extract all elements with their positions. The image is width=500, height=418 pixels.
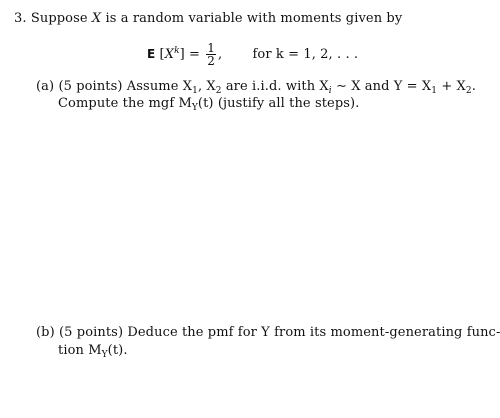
part-a-text-5: + X	[437, 79, 466, 94]
intro-prefix: Suppose	[30, 11, 92, 26]
eq-lbracket: [	[159, 47, 165, 62]
intro-var: X	[91, 11, 102, 26]
part-b-line-1	[36, 325, 500, 341]
part-b-label: (b)	[36, 325, 55, 340]
part-a-line2-a: Compute the mgf M	[58, 96, 192, 111]
moment-equation	[147, 39, 358, 69]
part-b-line-2	[58, 343, 128, 359]
part-a-text-6: .	[471, 79, 476, 94]
part-a-line2-b: (t) (justify all the steps).	[197, 96, 360, 111]
eq-var: X	[164, 47, 175, 62]
eq-exponent: k	[174, 46, 180, 56]
eq-comma: ,	[218, 47, 223, 62]
part-b-line2-sub: Y	[101, 350, 108, 360]
eq-condition: for k = 1, 2, . . .	[252, 47, 359, 62]
part-b-line2-a: tion M	[58, 343, 102, 358]
eq-frac-num: 1	[207, 41, 216, 55]
part-a-points: (5 points)	[58, 79, 123, 94]
part-a-line2-sub: Y	[191, 103, 198, 113]
part-a-sub-1: 1	[192, 86, 198, 96]
problem-number: 3.	[14, 11, 27, 26]
problem-intro	[14, 11, 402, 27]
part-a-text-1: Assume X	[126, 79, 193, 94]
part-a-sub-i: i	[328, 86, 332, 96]
intro-suffix: is a random variable with moments given by	[101, 11, 403, 26]
part-a-label: (a)	[36, 79, 55, 94]
eq-rbracket: ]	[179, 47, 185, 62]
eq-fraction	[206, 42, 216, 67]
part-a-text-4: ∼ X and Y = X	[331, 79, 432, 94]
part-a-sub-2: 2	[215, 86, 222, 96]
part-a-sub-4: 2	[465, 86, 472, 96]
part-b-line2-b: (t).	[107, 343, 128, 358]
part-b-text: Deduce the pmf for Y from its moment-generating func-	[127, 325, 500, 340]
expectation-symbol: E	[147, 47, 156, 61]
eq-equals: =	[184, 47, 205, 62]
part-b-points: (5 points)	[59, 325, 124, 340]
part-a-sub-3: 1	[431, 86, 438, 96]
part-a-text-2: , X	[197, 79, 216, 94]
eq-frac-den: 2	[207, 54, 216, 68]
part-a-line-2	[58, 96, 359, 112]
part-a-text-3: are i.i.d. with X	[221, 79, 329, 94]
part-a-line-1	[36, 79, 476, 95]
